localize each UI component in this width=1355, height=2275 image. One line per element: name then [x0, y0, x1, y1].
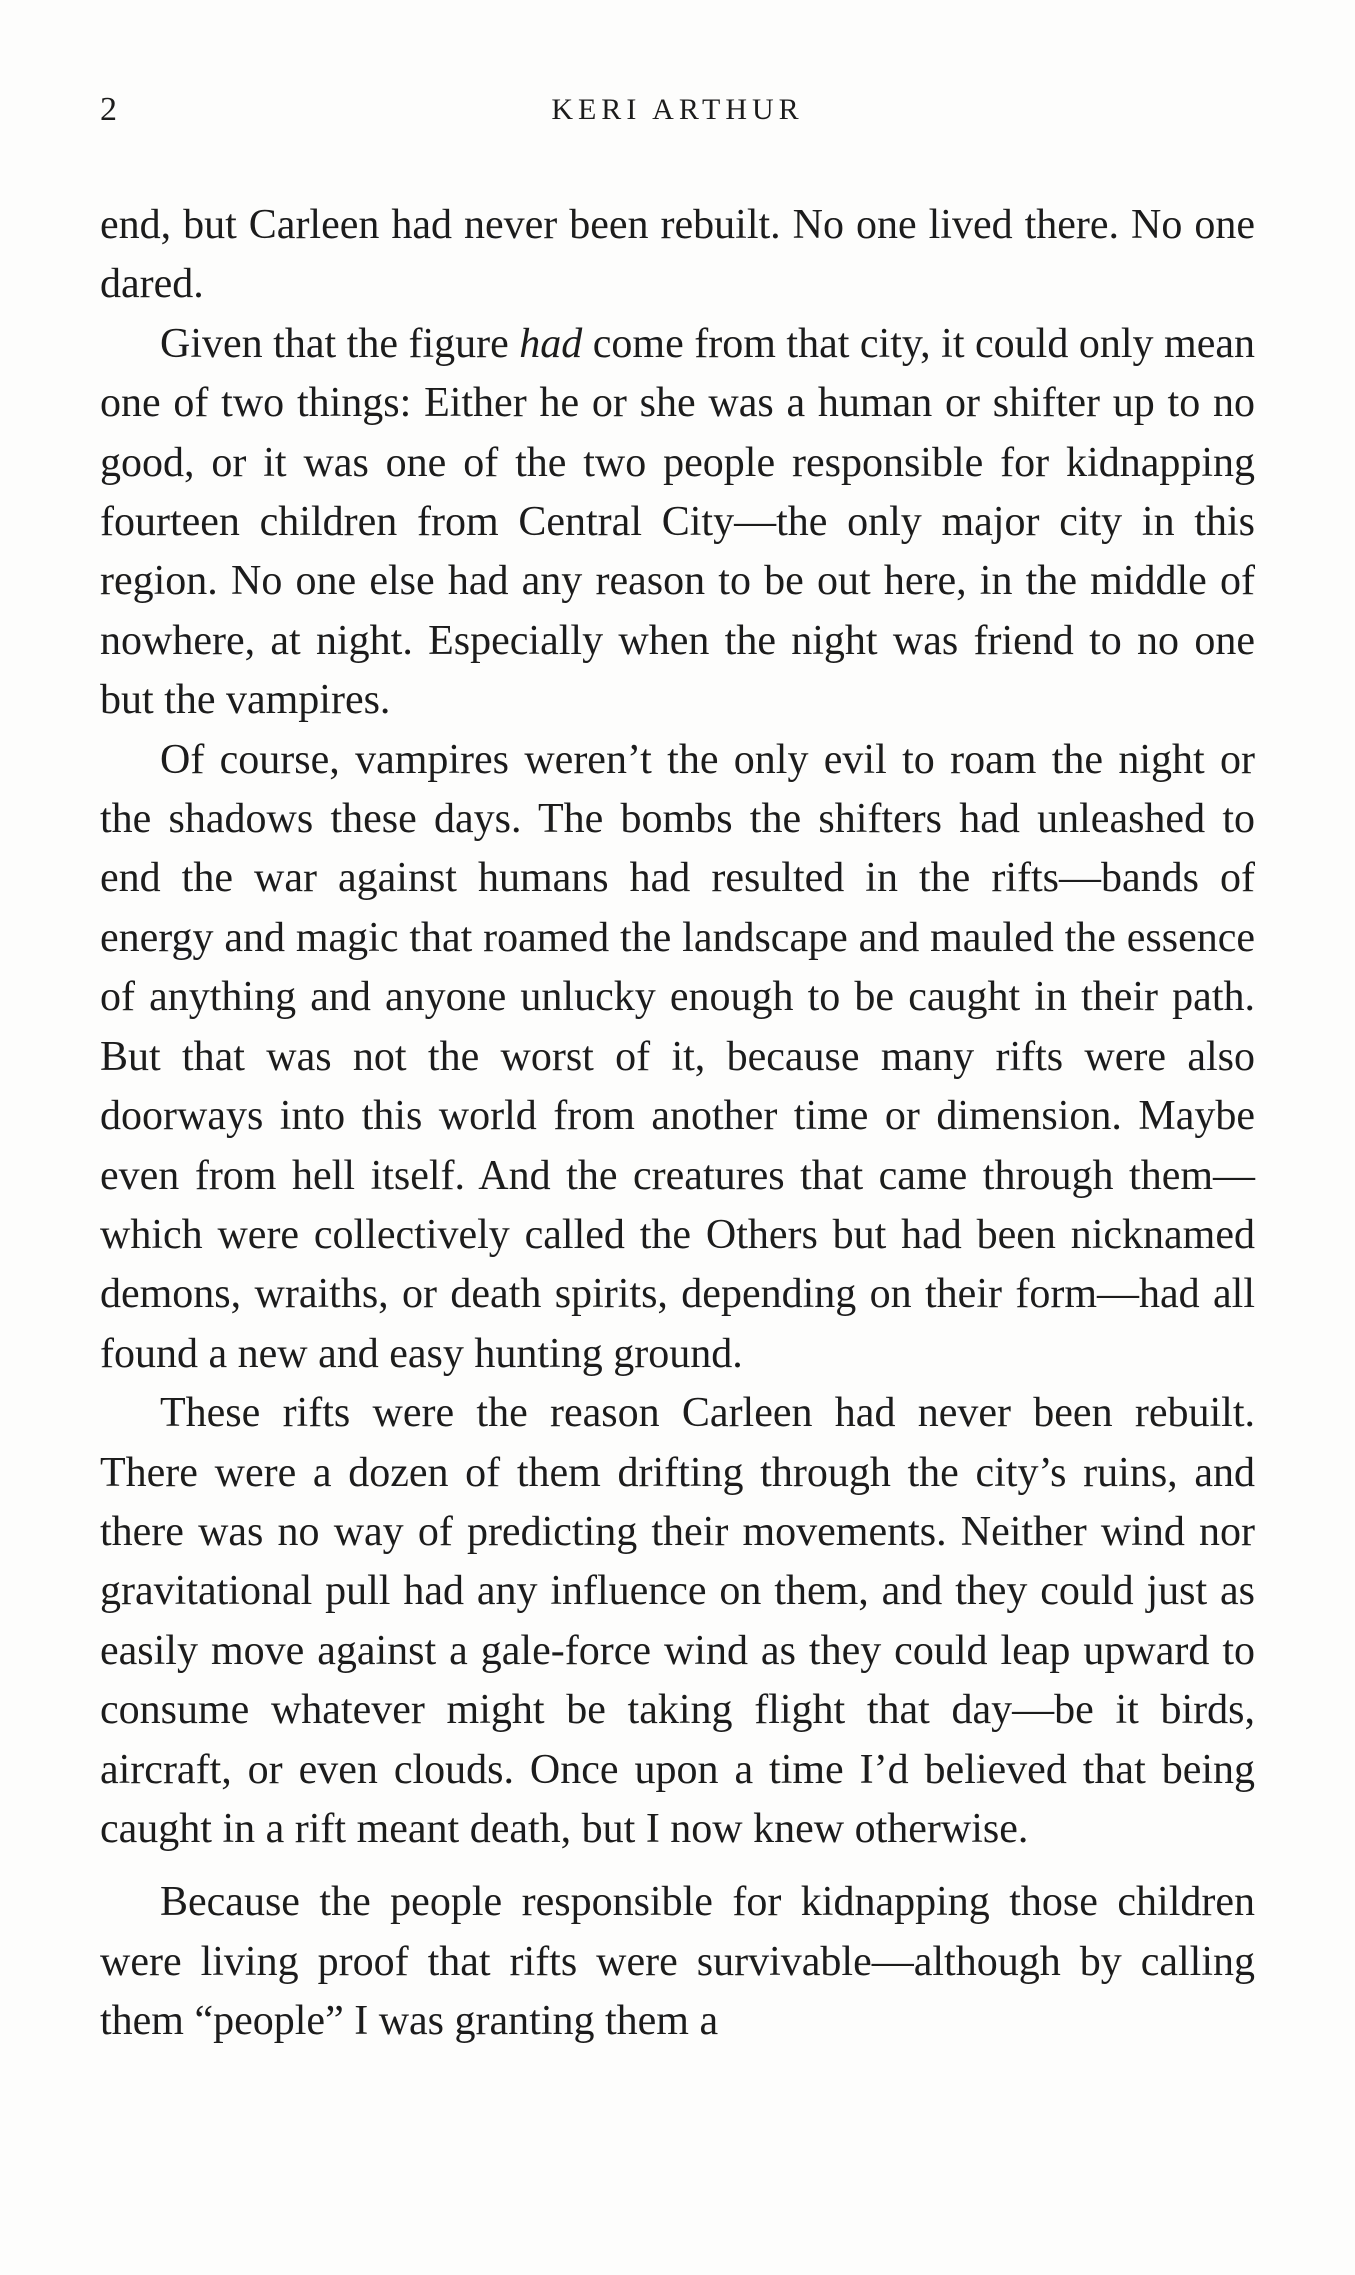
- running-head: [100, 88, 1255, 138]
- paragraph-3: [100, 731, 1255, 1384]
- paragraph-3-text: Of course, vampires weren’t the only evil to roam the night or the shadows these days. The bombs the shifters had unleashed to end the war against humans had resulted in the rifts—bands of energy and magic that roamed the landscape and mauled the essence of anything and anyone unlucky enough to be caught in their path. But that was not the worst of it, because many rifts were also doorways into this world from another time or dimension. Maybe even from hell itself. And the creatures that came through them—which were collectively called the Others but had been nicknamed demons, wraiths, or death spirits, depending on their form—had all found a new and easy hunting ground.: [100, 736, 1255, 1377]
- paragraph-5: [100, 1873, 1255, 2051]
- body-text: [100, 196, 1255, 2052]
- paragraph-4: [100, 1384, 1255, 1859]
- paragraph-2: [100, 315, 1255, 731]
- paragraph-4-text: These rifts were the reason Carleen had never been rebuilt. There were a dozen of them drifting through the city’s ruins, and there was no way of predicting their movements. Neither wind nor gravitational pull had any influence on them, and they could just as easily move against a gale-force wind as they could leap upward to consume whatever might be taking flight that day—be it birds, aircraft, or even clouds. Once upon a time I’d believed that being caught in a rift meant death, but I now knew otherwise.: [100, 1390, 1255, 1852]
- paragraph-1: [100, 196, 1255, 315]
- paragraph-2-emphasis: had: [519, 320, 583, 367]
- author-name: KERI ARTHUR: [551, 93, 804, 126]
- page-number: 2: [100, 91, 117, 128]
- paragraph-1-text: end, but Carleen had never been rebuilt. No one lived there. No one dared.: [100, 202, 1255, 308]
- paragraph-5-text: Because the people responsible for kidnapping those children were living proof that rifts were survivable—although by calling them “people” I was granting them a: [100, 1879, 1255, 2045]
- paragraph-2-text-end: come from that city, it could only mean one of two things: Either he or she was a human or shifter up to no good, or it was one of the two people responsible for kidnapping fourteen children from Central City—the only major city in this region. No one else had any reason to be out here, in the middle of nowhere, at night. Especially when the night was friend to no one but the vampires.: [100, 320, 1255, 724]
- paragraph-2-text-start: Given that the figure: [160, 320, 520, 367]
